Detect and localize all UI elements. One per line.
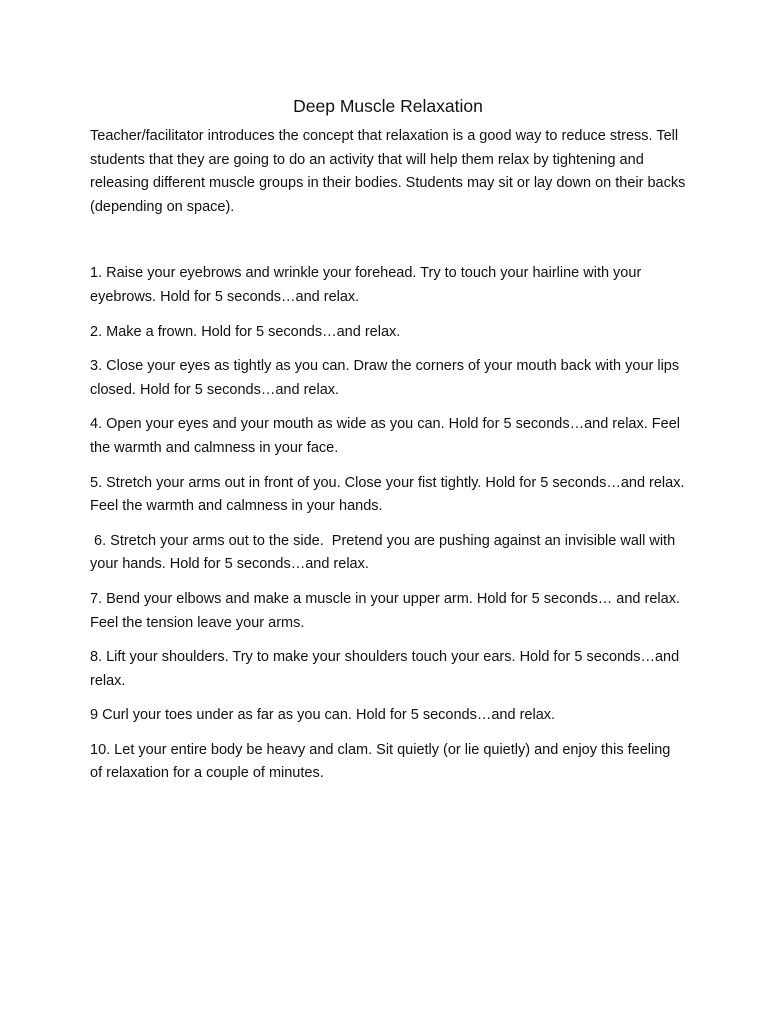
step-item-6: 6. Stretch your arms out to the side. Pretend you are pushing against an invisible wall with your hands. Hold for 5 seconds…and relax. [90,532,680,573]
intro-paragraph: Teacher/facilitator introduces the concept that relaxation is a good way to reduce stress. Tell students that they are going to do an activity that will help them relax by tightening and releasing different muscle groups in their bodies. Students may sit or lay down on their backs (depending on space). [90,128,686,215]
step-item-4: 4. Open your eyes and your mouth as wide as you can. Hold for 5 seconds…and relax. Feel the warmth and calmness in your face. [90,416,680,456]
step-item-2: 2. Make a frown. Hold for 5 seconds…and relax. [90,323,401,340]
document-page [90,94,686,797]
steps-list [90,262,686,786]
step-item-1: 1. Raise your eyebrows and wrinkle your forehead. Try to touch your hairline with your eyebrows. Hold for 5 seconds…and relax. [90,265,642,305]
document-title: Deep Muscle Relaxation [293,96,483,116]
step-item-9: 9 Curl your toes under as far as you can. Hold for 5 seconds…and relax. [90,707,556,724]
step-item-8: 8. Lift your shoulders. Try to make your shoulders touch your ears. Hold for 5 seconds…and relax. [90,649,680,689]
step-item-7: 7. Bend your elbows and make a muscle in your upper arm. Hold for 5 seconds… and relax. Feel the tension leave your arms. [90,590,680,631]
step-item-5: 5. Stretch your arms out in front of you. Close your fist tightly. Hold for 5 seconds…and relax. Feel the warmth and calmness in your hands. [90,474,685,515]
step-item-3: 3. Close your eyes as tightly as you can. Draw the corners of your mouth back with your lips closed. Hold for 5 seconds…and relax. [90,358,680,398]
step-item-10: 10. Let your entire body be heavy and clam. Sit quietly (or lie quietly) and enjoy this feeling of relaxation for a couple of minutes. [90,741,671,782]
